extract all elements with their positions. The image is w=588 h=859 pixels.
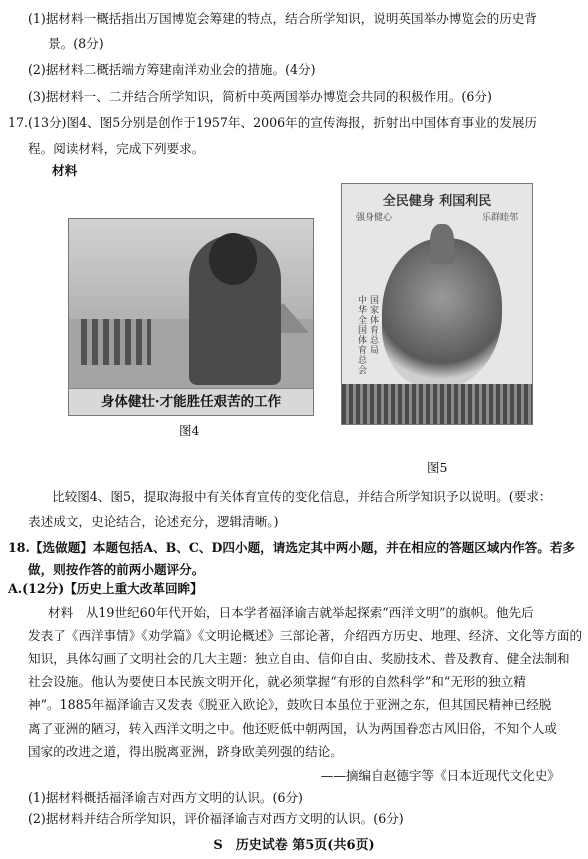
figure-5-poster-sub-left: 强身健心 <box>356 213 393 223</box>
figure-5-vertical-text-1: 国家体育总局 <box>370 296 380 356</box>
q18-material-line6: 离了亚洲的陋习，转入西洋文明之中。他还贬低中朝两国，认为两国眷恋古风旧俗，不知个人或 <box>28 721 557 736</box>
figure-4-poster <box>68 218 314 416</box>
q18-material-line1: 材料 从19世纪60年代开始，日本学者福泽谕吉就举起探索“西洋文明”的旗帜。他先后 <box>48 605 534 620</box>
q18-material-line2: 发表了《西洋事情》《劝学篇》《文明论概述》三部论著，介绍西方历史、地理、经济、文化等方面的 <box>28 628 583 643</box>
q18-a-heading: A.(12分)【历史上重大改革回眸】 <box>8 581 203 596</box>
figure-4-poster-slogan: 身体健壮·才能胜任艰苦的工作 <box>69 388 313 415</box>
q16-sub2: (2)据材料二概括端方筹建南洋劝业会的措施。(4分) <box>28 62 316 77</box>
q18-sub1: (1)据材料概括福泽谕吉对西方文明的认识。(6分) <box>28 790 303 805</box>
q17-material-label: 材料 <box>52 163 78 178</box>
q16-sub3: (3)据材料一、二并结合所学知识，简析中英两国举办博览会共同的积极作用。(6分) <box>28 89 492 104</box>
q18-material-line3: 知识，具体勾画了文明社会的几大主题：独立自由、信仰自由、奖励技术、普及教育、健全法制和 <box>28 651 570 666</box>
figure-5-poster-title: 全民健身 利国利民 <box>382 194 492 209</box>
q17-intro-line2: 程。阅读材料，完成下列要求。 <box>28 141 205 156</box>
q16-sub1-line1: (1)据材料一概括指出万国博览会筹建的特点，结合所学知识，说明英国举办博览会的历史背 <box>28 11 537 26</box>
figure-4-caption: 图4 <box>179 423 200 438</box>
q17-intro-line1: 17.(13分)图4、图5分别是创作于1957年、2006年的宣传海报，折射出中国体育事业的发展历 <box>8 115 538 130</box>
q18-source: ——摘编自赵德宇等《日本近现代文化史》 <box>320 768 560 783</box>
q18-material-line7: 国家的改进之道，得出脱离亚洲，跻身欧美列强的结论。 <box>28 744 343 759</box>
q18-sub2: (2)据材料并结合所学知识，评价福泽谕吉对西方文明的认识。(6分) <box>28 811 404 826</box>
q17-task-line2: 表述成文，史论结合，论述充分，逻辑清晰。) <box>28 514 279 529</box>
q18-material-line4: 社会设施。他认为要使日本民族文明开化，就必须掌握“有形的自然科学”和“无形的独立精 <box>28 674 526 689</box>
q17-task-line1: 比较图4、图5，提取海报中有关体育宣传的变化信息，并结合所学知识予以说明。(要求： <box>52 489 552 504</box>
figure-5-poster <box>341 183 533 425</box>
page-footer: S 历史试卷 第5页(共6页) <box>213 838 375 853</box>
figure-5-caption: 图5 <box>427 460 448 475</box>
q16-sub1-line2: 景。(8分) <box>48 36 104 51</box>
q18-intro-line2: 做，则按作答的前两小题评分。 <box>28 562 205 577</box>
figure-5-poster-sub-right: 乐群睦邻 <box>481 213 518 223</box>
q18-material-line5: 神”。1885年福泽谕吉又发表《脱亚入欧论》，鼓吹日本虽位于亚洲之东，但其国民精神已经脱 <box>28 697 552 712</box>
figure-5-vertical-text-2: 中华全国体育总会 <box>358 296 368 376</box>
q18-intro-line1: 18.【选做题】本题包括A、B、C、D四小题，请选定其中两小题，并在相应的答题区域内作答。若多 <box>8 540 576 555</box>
